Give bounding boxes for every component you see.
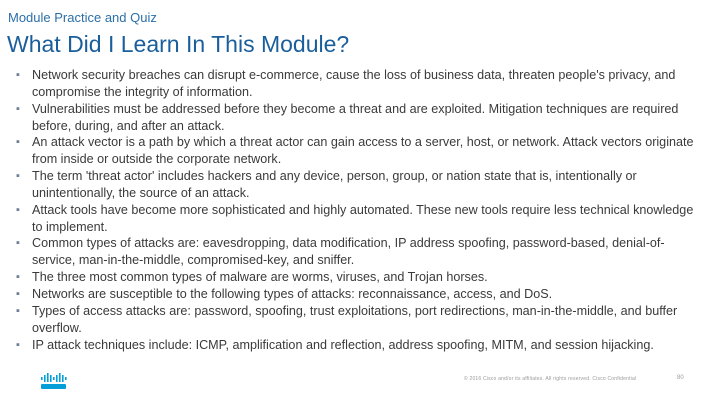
bullet-text: Common types of attacks are: eavesdropping, data modification, IP address spoofing, password-based, denial-of-service, man-in-the-middle, compromised-key, and sniffer. [32,236,665,268]
bullet-text: The three most common types of malware are worms, viruses, and Trojan horses. [32,270,488,285]
bullet-item [16,134,696,168]
bullet-marker: ▪ [16,69,20,81]
bullet-item [16,269,696,286]
bullet-item [16,101,696,135]
bullet-text: Vulnerabilities must be addressed before they become a threat and are exploited. Mitigation techniques are required before, during, and after an attack. [32,101,679,133]
bullet-marker: ▪ [16,102,20,115]
bullet-item [16,337,696,354]
bullet-item [16,235,696,269]
bullet-item [16,168,696,202]
bullet-text: Types of access attacks are: password, spoofing, trust exploitations, port redirections, man-in-the-middle, and buffer overflow. [32,303,678,335]
bullet-item [16,303,696,337]
bullet-list [16,67,696,353]
bullet-marker: ▪ [16,203,20,216]
bullet-marker: ▪ [16,287,20,300]
copyright-text: © 2016 Cisco and/or its affiliates. All rights reserved. Cisco Confidential [464,376,637,382]
bullet-marker: ▪ [16,338,20,351]
slide-title: What Did I Learn In This Module? [7,31,350,57]
bullet-text: IP attack techniques include: ICMP, amplification and reflection, address spoofing, MITM, and session hijacking. [32,337,654,352]
bullet-item [16,202,696,236]
bullet-marker: ▪ [16,304,20,317]
bullet-text: Attack tools have become more sophisticated and highly automated. These new tools require less technical knowledge to implement. [32,202,694,234]
cisco-logo-icon [40,371,67,391]
bullet-text: An attack vector is a path by which a threat actor can gain access to a server, host, or network. Attack vectors originate from inside or outside the corporate network. [32,135,694,167]
bullet-marker: ▪ [16,237,20,250]
bullet-marker: ▪ [16,271,20,284]
bullet-marker: ▪ [16,136,20,149]
bullet-item [16,286,696,303]
bullet-text: Networks are susceptible to the following types of attacks: reconnaissance, access, and DoS. [32,286,553,301]
bullet-marker: ▪ [16,170,20,183]
section-label: Module Practice and Quiz [8,10,157,25]
bullet-text: The term 'threat actor' includes hackers and any device, person, group, or nation state that is, intentionally or unintentionally, the source of an attack. [32,169,637,200]
bullet-item [16,67,696,101]
bullet-text: Network security breaches can disrupt e-commerce, cause the loss of business data, threaten people's privacy, and compromise the integrity of information. [32,68,676,99]
page-number: 80 [677,375,684,381]
